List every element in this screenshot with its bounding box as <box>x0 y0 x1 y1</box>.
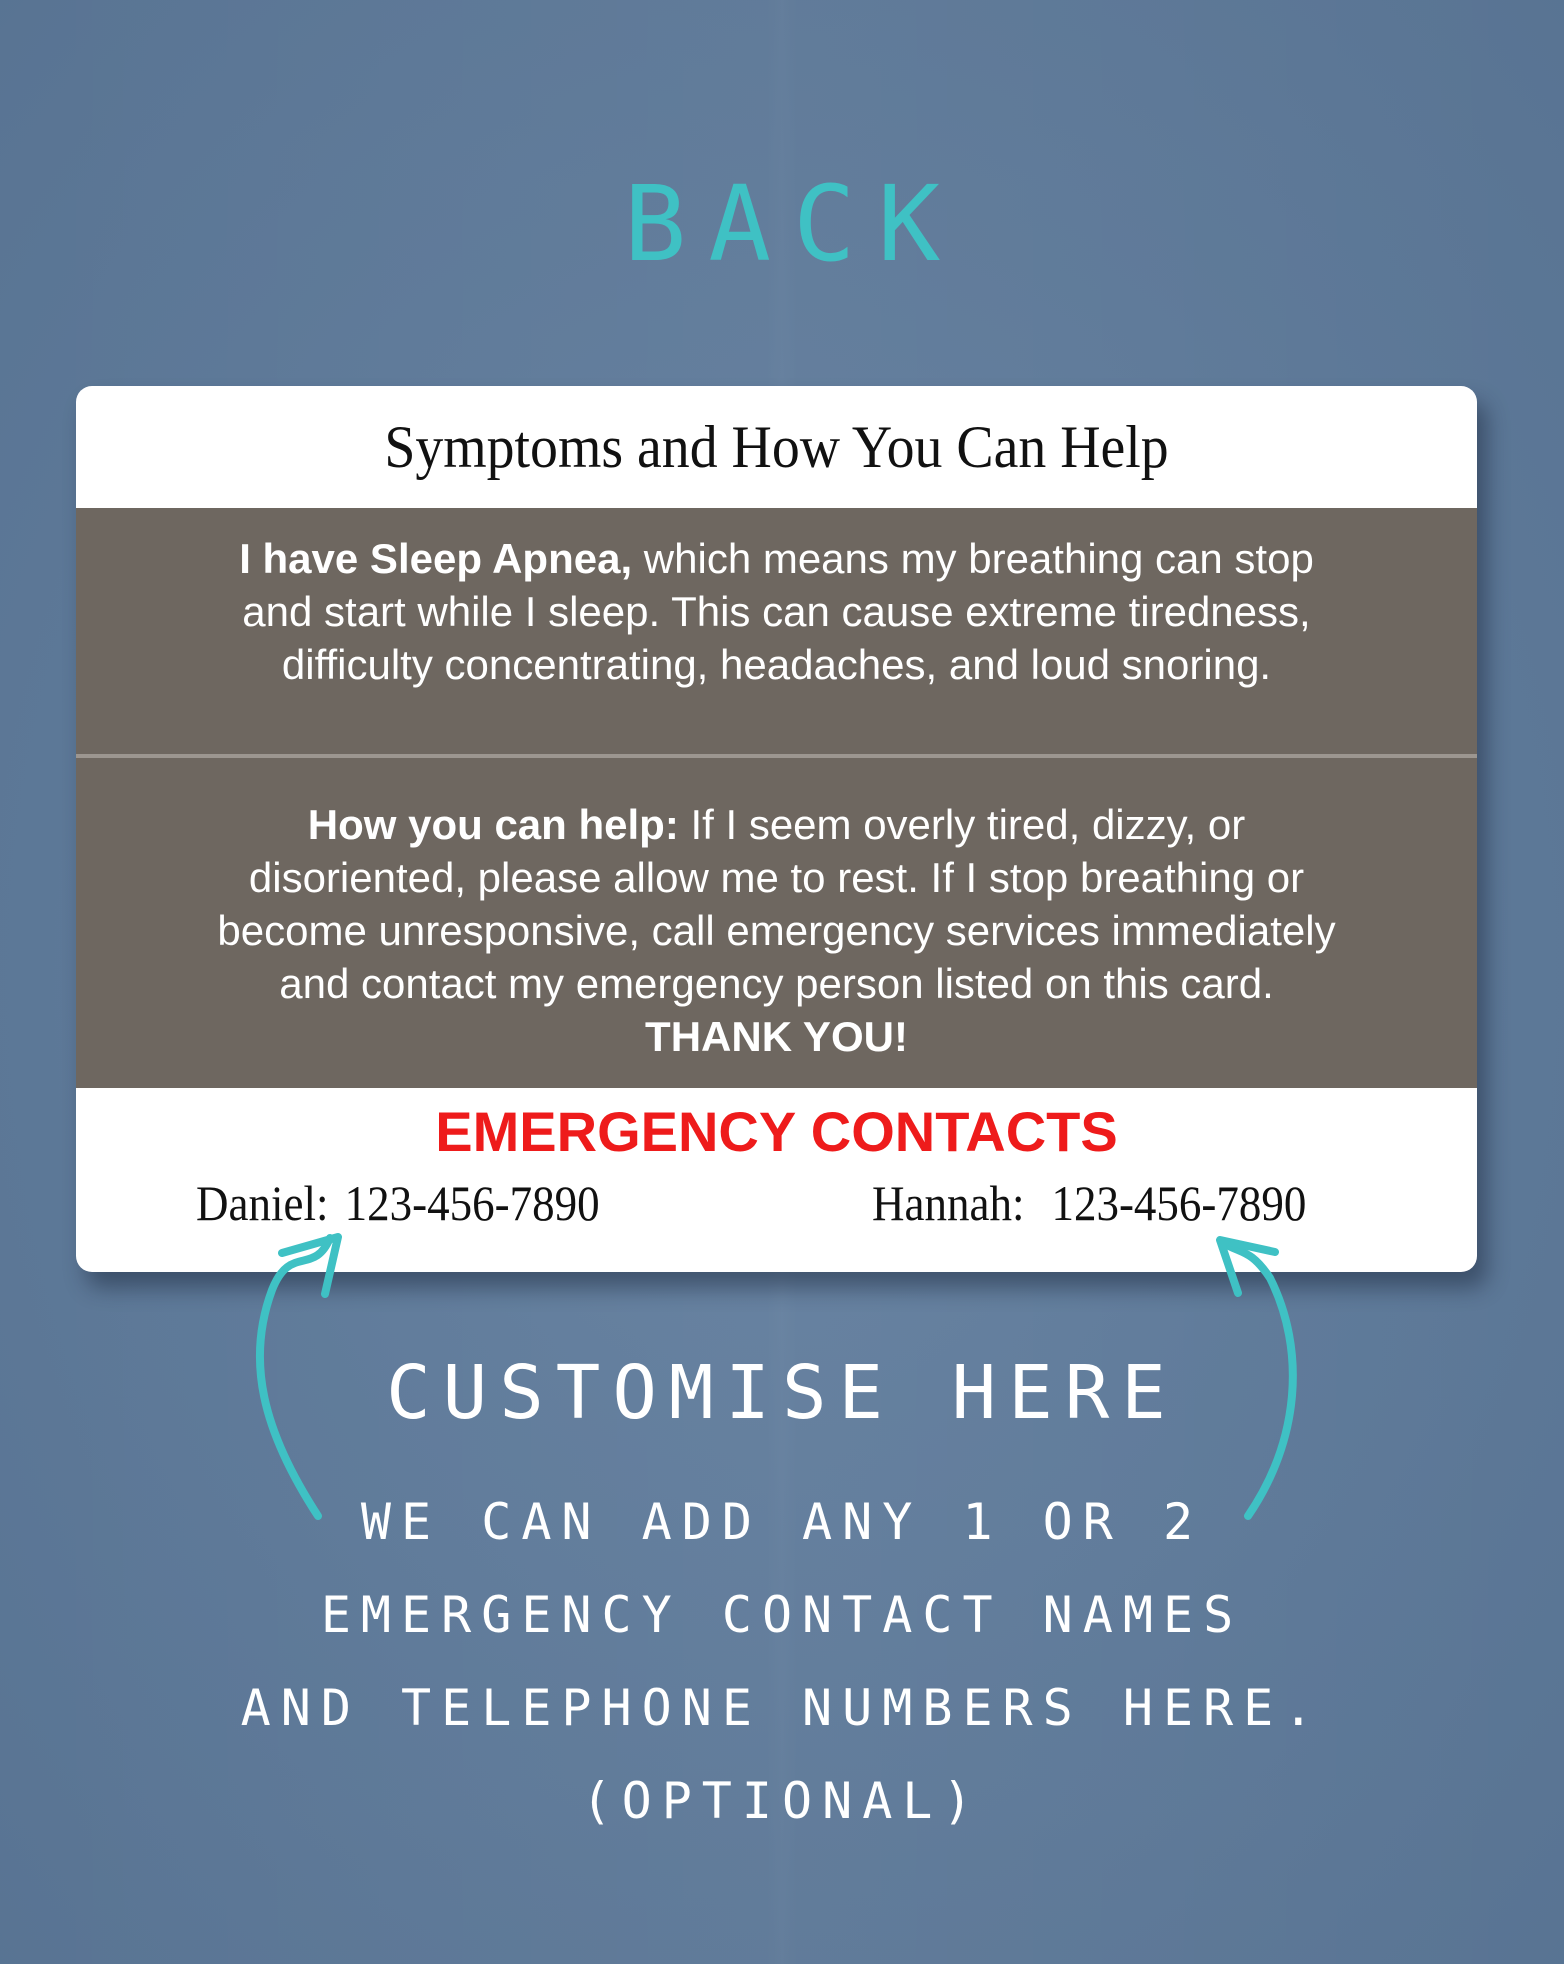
customise-line-3: AND TELEPHONE NUMBERS HERE. <box>240 1679 1324 1737</box>
customise-line-4: (OPTIONAL) <box>581 1772 983 1830</box>
contact-2-name: Hannah: <box>872 1175 1025 1231</box>
help-line-1-rest: If I seem overly tired, dizzy, or <box>678 801 1246 848</box>
page-heading: BACK <box>623 163 963 285</box>
help-bold: How you can help: <box>307 801 679 848</box>
emergency-contact-1 <box>196 1174 600 1232</box>
customise-description <box>0 1476 1564 1848</box>
customise-line-1: WE CAN ADD ANY 1 OR 2 <box>360 1493 1204 1551</box>
customise-title: CUSTOMISE HERE <box>386 1350 1178 1436</box>
contact-2-phone: 123-456-7890 <box>1051 1175 1307 1231</box>
emergency-contact-2 <box>872 1174 1306 1232</box>
card-title: Symptoms and How You Can Help <box>384 413 1169 480</box>
symptoms-line-1 <box>76 532 1477 585</box>
help-section <box>76 758 1477 1088</box>
symptoms-section <box>76 508 1477 754</box>
medical-card <box>76 386 1477 1272</box>
symptoms-line-2: and start while I sleep. This can cause extreme tiredness, <box>242 588 1311 635</box>
symptoms-line-3: difficulty concentrating, headaches, and loud snoring. <box>281 641 1272 688</box>
contact-1-phone: 123-456-7890 <box>344 1175 600 1231</box>
contact-1-name: Daniel: <box>196 1175 329 1231</box>
symptoms-bold: I have Sleep Apnea, <box>239 535 633 582</box>
symptoms-line-1-rest: which means my breathing can stop <box>632 535 1314 582</box>
thank-you: THANK YOU! <box>645 1013 908 1060</box>
help-line-3: become unresponsive, call emergency services immediately <box>217 907 1336 954</box>
emergency-contacts-title: EMERGENCY CONTACTS <box>435 1100 1118 1163</box>
help-line-2: disoriented, please allow me to rest. If I stop breathing or <box>248 854 1305 901</box>
help-line-4: and contact my emergency person listed on this card. <box>279 960 1274 1007</box>
customise-line-2: EMERGENCY CONTACT NAMES <box>320 1586 1244 1644</box>
help-line-1 <box>76 798 1477 851</box>
